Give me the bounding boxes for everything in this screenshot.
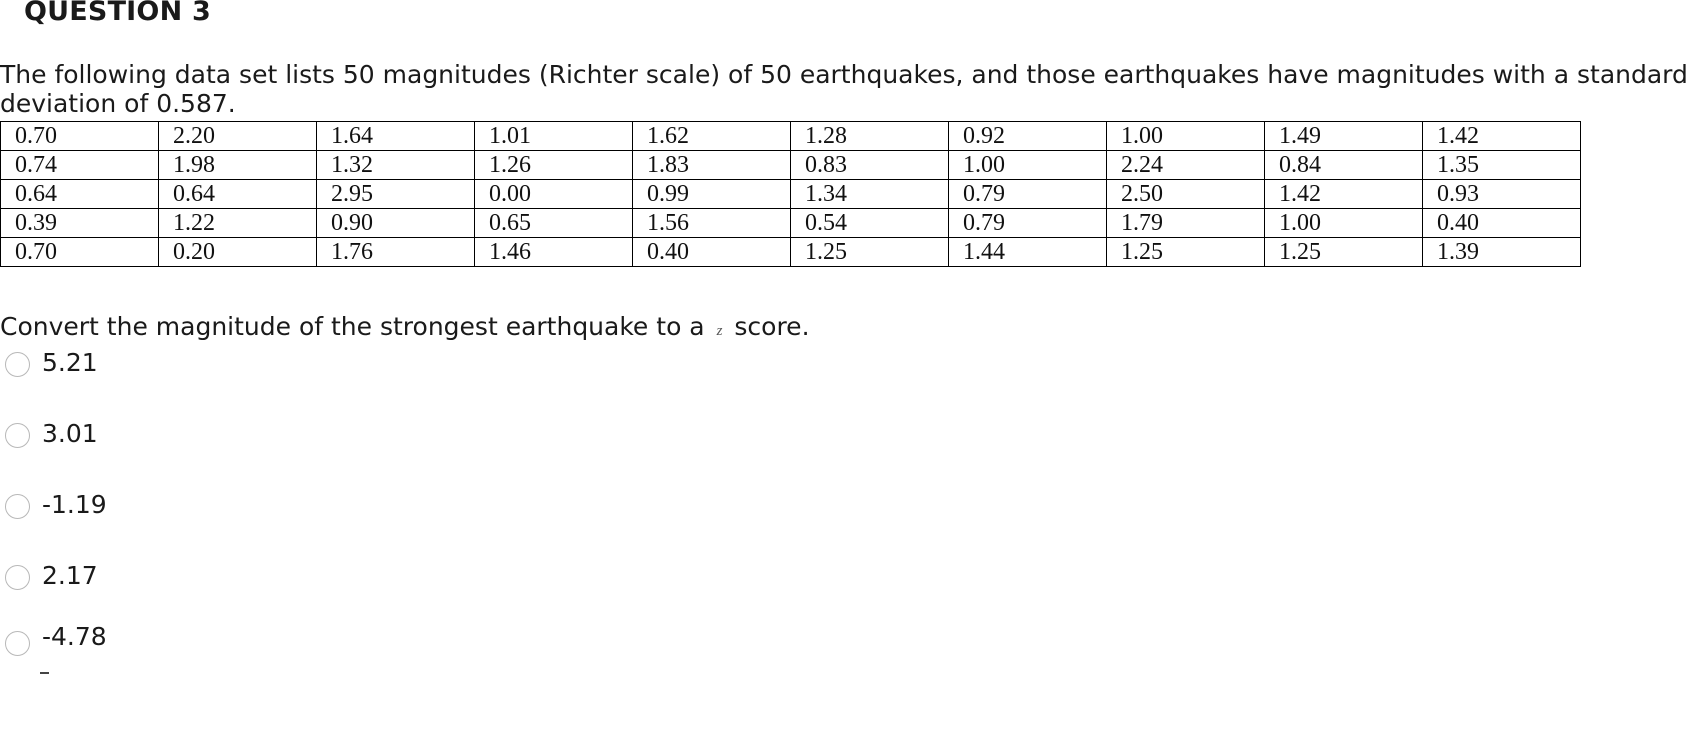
- table-cell: 0.90: [317, 209, 475, 238]
- table-cell: 0.79: [949, 209, 1107, 238]
- table-cell: 1.00: [949, 151, 1107, 180]
- table-cell: 1.98: [159, 151, 317, 180]
- table-cell: 1.42: [1265, 180, 1423, 209]
- answer-option-label: -4.78: [42, 622, 107, 651]
- table-cell: 2.95: [317, 180, 475, 209]
- table-cell: 1.64: [317, 122, 475, 151]
- table-cell: 1.26: [475, 151, 633, 180]
- table-cell: 0.00: [475, 180, 633, 209]
- table-cell: 1.32: [317, 151, 475, 180]
- radio-button[interactable]: [5, 631, 30, 656]
- table-cell: 1.00: [1265, 209, 1423, 238]
- question-prompt: [0, 311, 810, 347]
- question-heading: QUESTION 3: [24, 0, 211, 27]
- table-cell: 0.99: [633, 180, 791, 209]
- table-cell: 0.93: [1423, 180, 1581, 209]
- table-cell: 1.25: [791, 238, 949, 267]
- z-variable: z: [716, 323, 723, 339]
- table-row: [1, 209, 1581, 238]
- question-text: The following data set lists 50 magnitudes (Richter scale) of 50 earthquakes, and those earthquakes have magnitudes with a standard deviation of 0.587.: [0, 60, 1688, 118]
- magnitude-data-table: [0, 121, 1581, 267]
- table-cell: 0.40: [633, 238, 791, 267]
- table-cell: 0.92: [949, 122, 1107, 151]
- table-cell: 0.54: [791, 209, 949, 238]
- table-cell: 0.74: [1, 151, 159, 180]
- table-cell: 1.83: [633, 151, 791, 180]
- table-cell: 1.34: [791, 180, 949, 209]
- table-cell: 1.01: [475, 122, 633, 151]
- radio-button[interactable]: [5, 494, 30, 519]
- table-cell: 1.44: [949, 238, 1107, 267]
- table-cell: 1.25: [1107, 238, 1265, 267]
- table-cell: 0.70: [1, 238, 159, 267]
- table-cell: 0.64: [159, 180, 317, 209]
- table-cell: 1.35: [1423, 151, 1581, 180]
- table-cell: 0.70: [1, 122, 159, 151]
- table-cell: 1.46: [475, 238, 633, 267]
- table-cell: 1.79: [1107, 209, 1265, 238]
- table-cell: 1.56: [633, 209, 791, 238]
- table-row: [1, 151, 1581, 180]
- table-cell: 0.40: [1423, 209, 1581, 238]
- prompt-text-end: score.: [734, 312, 810, 341]
- answer-option-label: 2.17: [42, 561, 98, 590]
- answer-option-label: 3.01: [42, 419, 98, 448]
- answer-option-label: 5.21: [42, 348, 98, 377]
- table-cell: 0.83: [791, 151, 949, 180]
- table-cell: 2.50: [1107, 180, 1265, 209]
- table-cell: 2.20: [159, 122, 317, 151]
- stray-dash-mark: [40, 672, 49, 674]
- answer-option-label: -1.19: [42, 490, 107, 519]
- table-cell: 1.62: [633, 122, 791, 151]
- table-cell: 1.76: [317, 238, 475, 267]
- table-cell: 1.25: [1265, 238, 1423, 267]
- radio-button[interactable]: [5, 352, 30, 377]
- table-cell: 0.64: [1, 180, 159, 209]
- table-row: [1, 238, 1581, 267]
- table-cell: 1.42: [1423, 122, 1581, 151]
- table-row: [1, 122, 1581, 151]
- radio-button[interactable]: [5, 565, 30, 590]
- table-cell: 0.84: [1265, 151, 1423, 180]
- table-cell: 1.00: [1107, 122, 1265, 151]
- table-cell: 0.65: [475, 209, 633, 238]
- table-cell: 2.24: [1107, 151, 1265, 180]
- table-cell: 0.20: [159, 238, 317, 267]
- table-cell: 0.79: [949, 180, 1107, 209]
- table-cell: 0.39: [1, 209, 159, 238]
- radio-button[interactable]: [5, 423, 30, 448]
- table-row: [1, 180, 1581, 209]
- table-cell: 1.49: [1265, 122, 1423, 151]
- table-cell: 1.22: [159, 209, 317, 238]
- table-cell: 1.39: [1423, 238, 1581, 267]
- prompt-text: Convert the magnitude of the strongest earthquake to a: [0, 312, 705, 341]
- table-cell: 1.28: [791, 122, 949, 151]
